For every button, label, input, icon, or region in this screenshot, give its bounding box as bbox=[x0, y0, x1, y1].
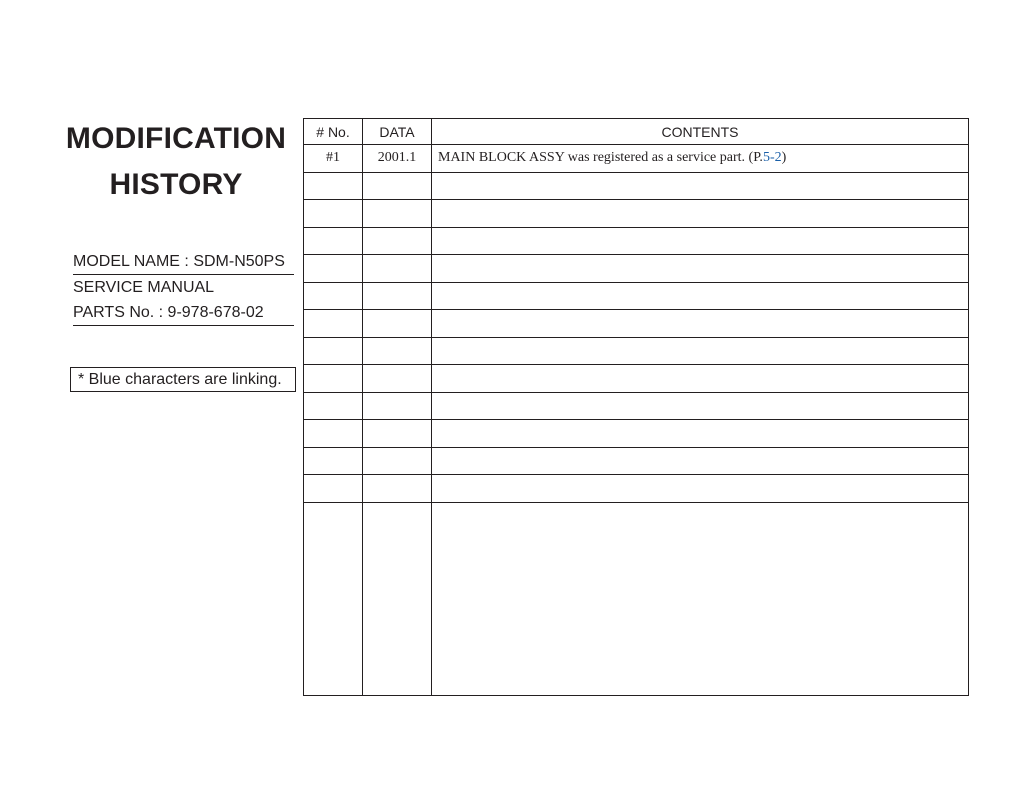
table-header-row bbox=[304, 119, 969, 145]
contents-suffix: ) bbox=[781, 150, 787, 166]
empty-row bbox=[304, 200, 969, 228]
empty-row bbox=[304, 172, 969, 200]
parts-number: PARTS No. : 9-978-678-02 bbox=[73, 300, 294, 326]
empty-row bbox=[304, 420, 969, 448]
empty-row bbox=[304, 502, 969, 695]
title-line-2: HISTORY bbox=[109, 168, 243, 201]
row-no: #1 bbox=[304, 145, 363, 173]
modification-table bbox=[303, 118, 969, 696]
empty-row bbox=[304, 255, 969, 283]
empty-row bbox=[304, 475, 969, 503]
empty-row bbox=[304, 337, 969, 365]
service-manual-label: SERVICE MANUAL bbox=[73, 279, 215, 296]
row-data: 2001.1 bbox=[363, 145, 432, 173]
header-no: # No. bbox=[304, 119, 363, 145]
model-name: MODEL NAME : SDM-N50PS bbox=[73, 249, 294, 275]
link-note: * Blue characters are linking. bbox=[70, 367, 296, 392]
title-line-1: MODIFICATION bbox=[65, 122, 287, 155]
empty-row bbox=[304, 392, 969, 420]
empty-row bbox=[304, 447, 969, 475]
empty-row bbox=[304, 365, 969, 393]
header-data: DATA bbox=[363, 119, 432, 145]
empty-row bbox=[304, 227, 969, 255]
contents-text: MAIN BLOCK ASSY was registered as a service part. (P. bbox=[438, 150, 763, 166]
page-link[interactable]: 5-2 bbox=[762, 150, 782, 166]
page-title bbox=[56, 116, 296, 208]
header-contents: CONTENTS bbox=[432, 119, 969, 145]
empty-row bbox=[304, 282, 969, 310]
row-contents bbox=[432, 145, 969, 173]
model-info bbox=[73, 249, 294, 326]
table-row bbox=[304, 145, 969, 173]
empty-row bbox=[304, 310, 969, 338]
